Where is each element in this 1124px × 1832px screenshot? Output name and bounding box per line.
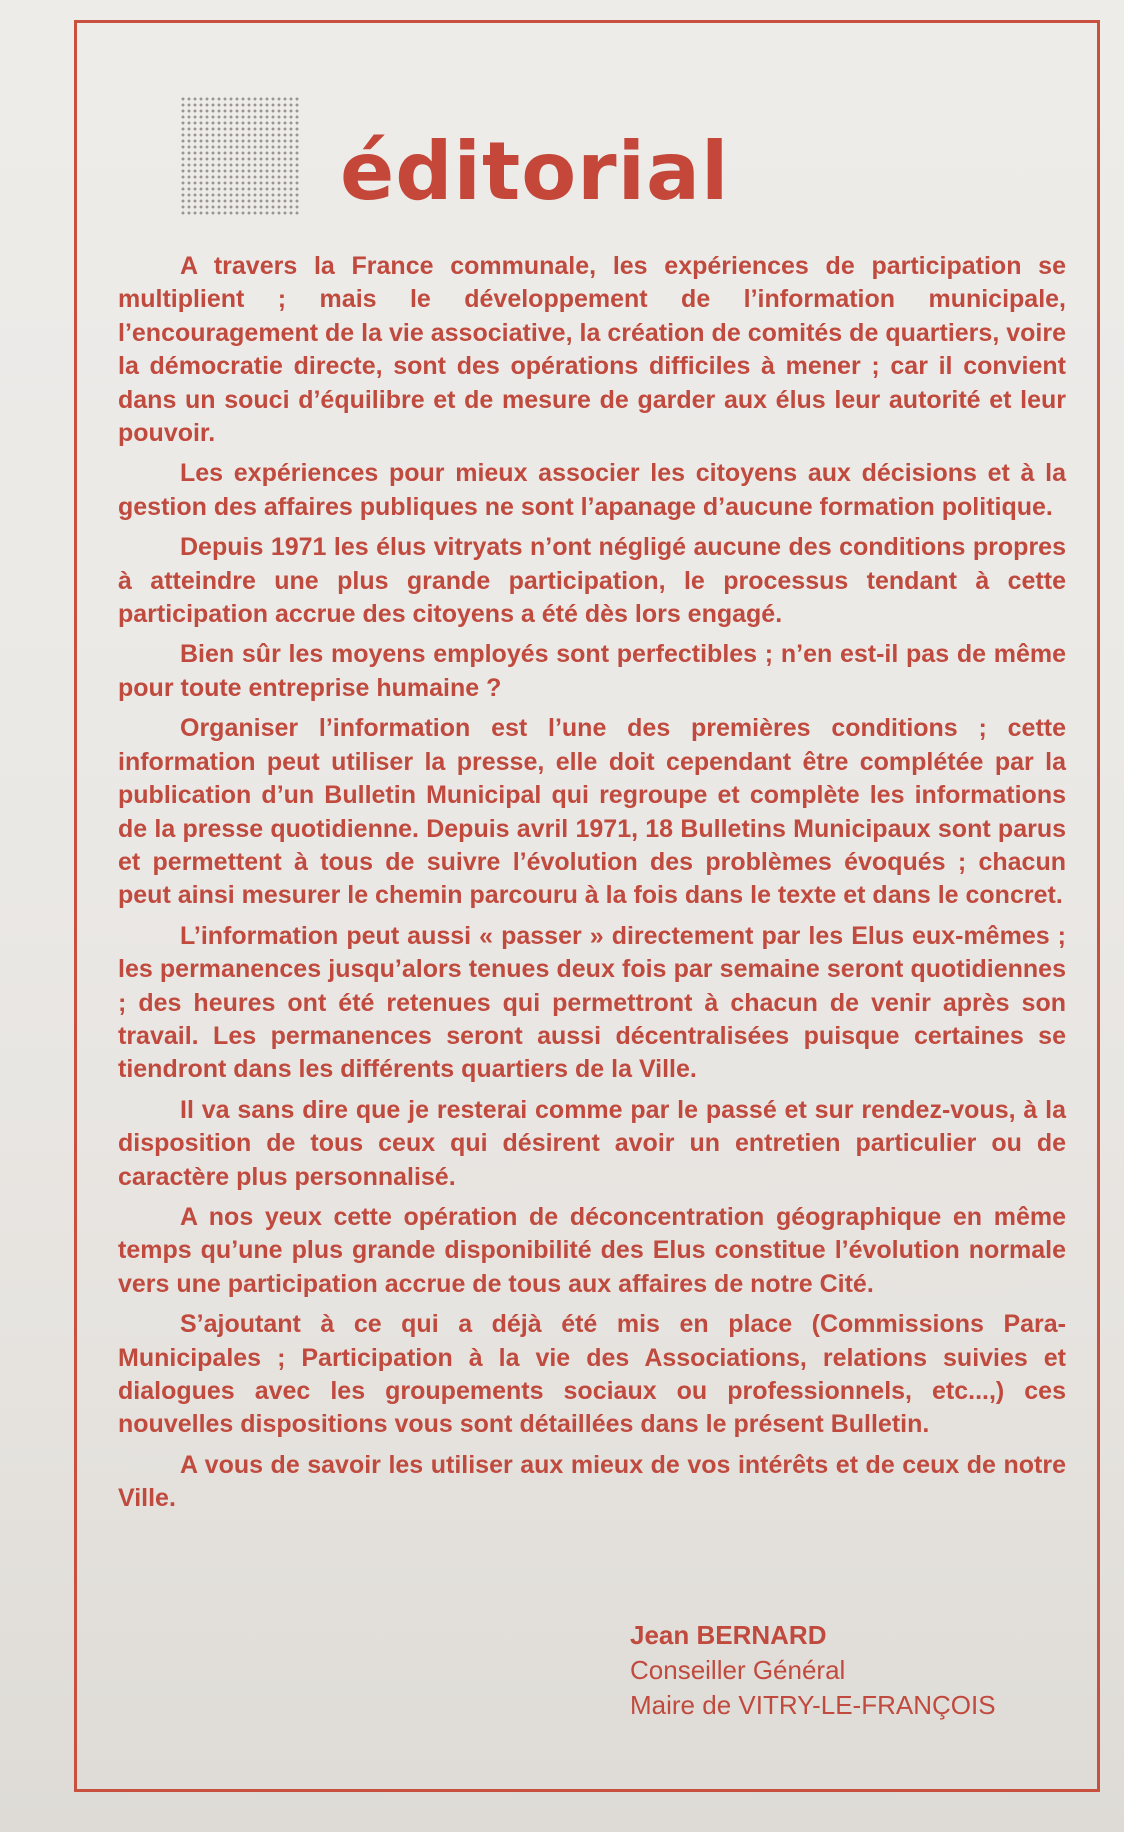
paragraph: Il va sans dire que je resterai comme par le passé et sur rendez-vous, à la disposition de tous ceux qui désirent avoir un entretien particulier ou de caractère plus personnalisé.: [118, 1095, 1066, 1191]
signature-block: [630, 1618, 996, 1723]
signature-role: Conseiller Général: [630, 1655, 846, 1685]
signature-office: Maire de VITRY-LE-FRANÇOIS: [630, 1690, 996, 1720]
paragraph: Depuis 1971 les élus vitryats n’ont négligé aucune des conditions propres à atteindre une plus grande participation, le processus tendant à cette participation accrue des citoyens a été dès lors engagé.: [118, 533, 1066, 629]
paragraph: A travers la France communale, les expériences de participation se multiplient ; mais le développement de l’information municipale, l’encouragement de la vie associative, la création de comités de quartiers, voire la démocratie directe, sont des opérations difficiles à mener ; car il convient dans un souci d’équilibre et de mesure de garder aux élus leur autorité et leur pouvoir.: [118, 252, 1066, 448]
paragraph: L’information peut aussi « passer » directement par les Elus eux-mêmes ; les permanences jusqu’alors tenues deux fois par semaine seront quotidiennes ; des heures ont été retenues qui permettront à chacun de venir après son travail. Les permanences seront aussi décentralisées puisque certaines se tiendront dans les différents quartiers de la Ville.: [118, 921, 1066, 1084]
editorial-title: éditorial: [340, 125, 730, 218]
paragraph: Organiser l’information est l’une des premières conditions ; cette information peut utiliser la presse, elle doit cependant être complétée par la publication d’un Bulletin Municipal qui regroupe et complète les informations de la presse quotidienne. Depuis avril 1971, 18 Bulletins Municipaux sont parus et permettent à tous de suivre l’évolution des problèmes évoqués ; chacun peut ainsi mesurer le chemin parcouru à la fois dans le texte et dans le concret.: [118, 714, 1066, 910]
paragraph: A vous de savoir les utiliser aux mieux de vos intérêts et de ceux de notre Ville.: [118, 1450, 1066, 1513]
paragraph: Les expériences pour mieux associer les citoyens aux décisions et à la gestion des affaires publiques ne sont l’apanage d’aucune formation politique.: [118, 459, 1066, 521]
paragraph: S’ajoutant à ce qui a déjà été mis en place (Commissions Para-Municipales ; Participation à la vie des Associations, relations suivies et dialogues avec les groupements sociaux ou professionnels, etc...,) ces nouvelles dispositions vous sont détaillées dans le présent Bulletin.: [118, 1310, 1066, 1439]
editorial-body: [118, 250, 1066, 1523]
paragraph: Bien sûr les moyens employés sont perfectibles ; n’en est-il pas de même pour toute entreprise humaine ?: [118, 640, 1066, 702]
halftone-dot-pattern: [180, 96, 300, 216]
paragraph: A nos yeux cette opération de déconcentration géographique en même temps qu’une plus grande disponibilité des Elus constitue l’évolution normale vers une participation accrue de tous aux affaires de notre Cité.: [118, 1202, 1066, 1298]
signature-name: Jean BERNARD: [630, 1620, 827, 1650]
